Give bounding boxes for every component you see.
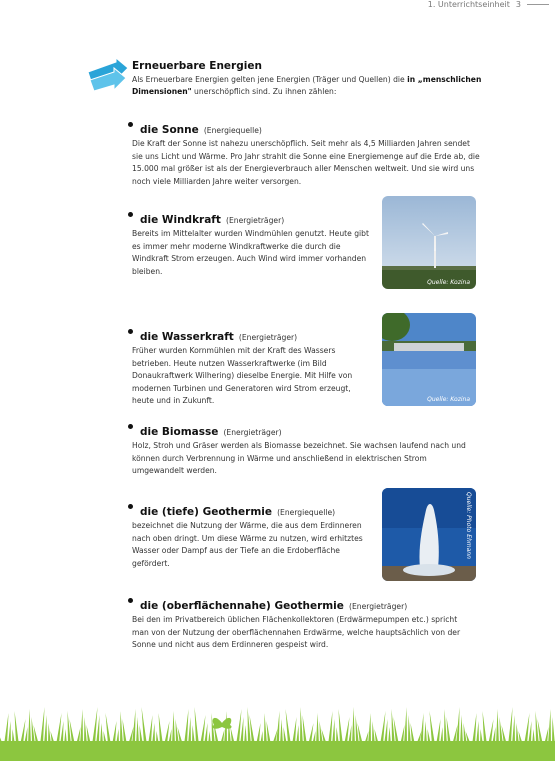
section-type: (Energieträger) [238, 333, 298, 342]
butterfly-icon [212, 718, 231, 729]
section-sonne [132, 118, 480, 188]
section-title: die Sonne [140, 124, 199, 136]
hydropower-plant-photo [382, 313, 476, 406]
wind-turbine-photo [382, 196, 476, 289]
page-header [428, 0, 549, 9]
section-windkraft [132, 208, 375, 278]
page-number: 3 [515, 0, 521, 9]
section-body: Holz, Stroh und Gräser werden als Biomasse bezeichnet. Sie wachsen laufend nach und können durch Verbrennung in Wärme und anschließend in elektrischen Strom umgewandelt werden. [132, 441, 466, 476]
chapter-label: 1. Unterrichtseinheit [427, 0, 510, 9]
section-title: die (oberflächennahe) Geothermie [140, 600, 344, 612]
geyser-photo [382, 488, 476, 581]
section-type: (Energieträger) [223, 428, 282, 437]
section-title: die (tiefe) Geothermie [140, 506, 272, 518]
section-body: bezeichnet die Nutzung der Wärme, die aus dem Erdinneren nach oben dringt. Um diese Wärme zu nutzen, wird erhitztes Wasser oder Dampf aus der Tiefe an die Erdoberfläche gefördert. [132, 521, 363, 568]
section-title: die Wasserkraft [140, 331, 234, 343]
arrows-logo-icon [86, 58, 130, 92]
section-body: Bereits im Mittelalter wurden Windmühlen genutzt. Heute gibt es immer mehr moderne Windkraftwerke die durch die Windkraft Strom erzeugen. Auch Wind wird immer vorhanden bleiben. [132, 229, 369, 276]
section-title: die Windkraft [140, 214, 221, 226]
bullet [128, 424, 133, 429]
section-title: die Biomasse [140, 426, 219, 438]
section-wasserkraft [132, 325, 375, 408]
section-tiefe-geothermie [132, 500, 375, 570]
bullet [128, 504, 133, 509]
section-body: Früher wurden Kornmühlen mit der Kraft des Wassers betrieben. Heute nutzen Wasserkraftwerke (im Bild Donaukraftwerk Wilhering) dieselbe Energie. Mit Hilfe von modernen Turbinen und Generatoren wird Strom erzeugt, heute und in Zukunft. [132, 346, 353, 406]
photo-caption: Quelle: Photo Ehmann [465, 492, 472, 559]
bullet [128, 329, 133, 334]
bullet [128, 598, 133, 603]
grass-border-decoration [0, 701, 555, 761]
bullet [128, 122, 133, 127]
section-body: Bei den im Privatbereich üblichen Flächenkollektoren (Erdwärmepumpen etc.) spricht man von der Nutzung der oberflächennahen Erdwärme, welche hauptsächlich von der Sonne und nicht aus dem Erdinneren gespeist wird. [132, 615, 461, 650]
intro-text [132, 74, 482, 98]
section-type: (Energiequelle) [203, 126, 262, 135]
intro-block [132, 60, 482, 98]
intro-text-bold: in „menschlichen Dimensionen" [132, 75, 482, 96]
section-oberflaechennahe-geothermie [132, 594, 470, 652]
section-biomasse [132, 420, 470, 478]
photo-caption: Quelle: Kozina [427, 279, 470, 286]
section-type: (Energieträger) [349, 602, 408, 611]
photo-caption: Quelle: Kozina [427, 396, 470, 403]
intro-text-b: unerschöpflich sind. Zu ihnen zählen: [191, 87, 337, 96]
header-rule [527, 4, 549, 5]
section-type: (Energieträger) [226, 216, 285, 225]
section-body: Die Kraft der Sonne ist nahezu unerschöpflich. Seit mehr als 4,5 Milliarden Jahren sendet sie uns Licht und Wärme. Pro Jahr strahlt die Sonne eine Energiemenge auf die Erde ab, die 15.000 mal größer ist als der Energieverbrauch aller Menschen weltweit. Und sie wird uns noch viele Milliarden Jahre weiter versorgen. [132, 139, 480, 186]
intro-text-a: Als Erneuerbare Energien gelten jene Energien (Träger und Quellen) die [132, 75, 408, 84]
intro-title: Erneuerbare Energien [132, 60, 262, 72]
section-type: (Energiequelle) [277, 508, 336, 517]
bullet [128, 212, 133, 217]
